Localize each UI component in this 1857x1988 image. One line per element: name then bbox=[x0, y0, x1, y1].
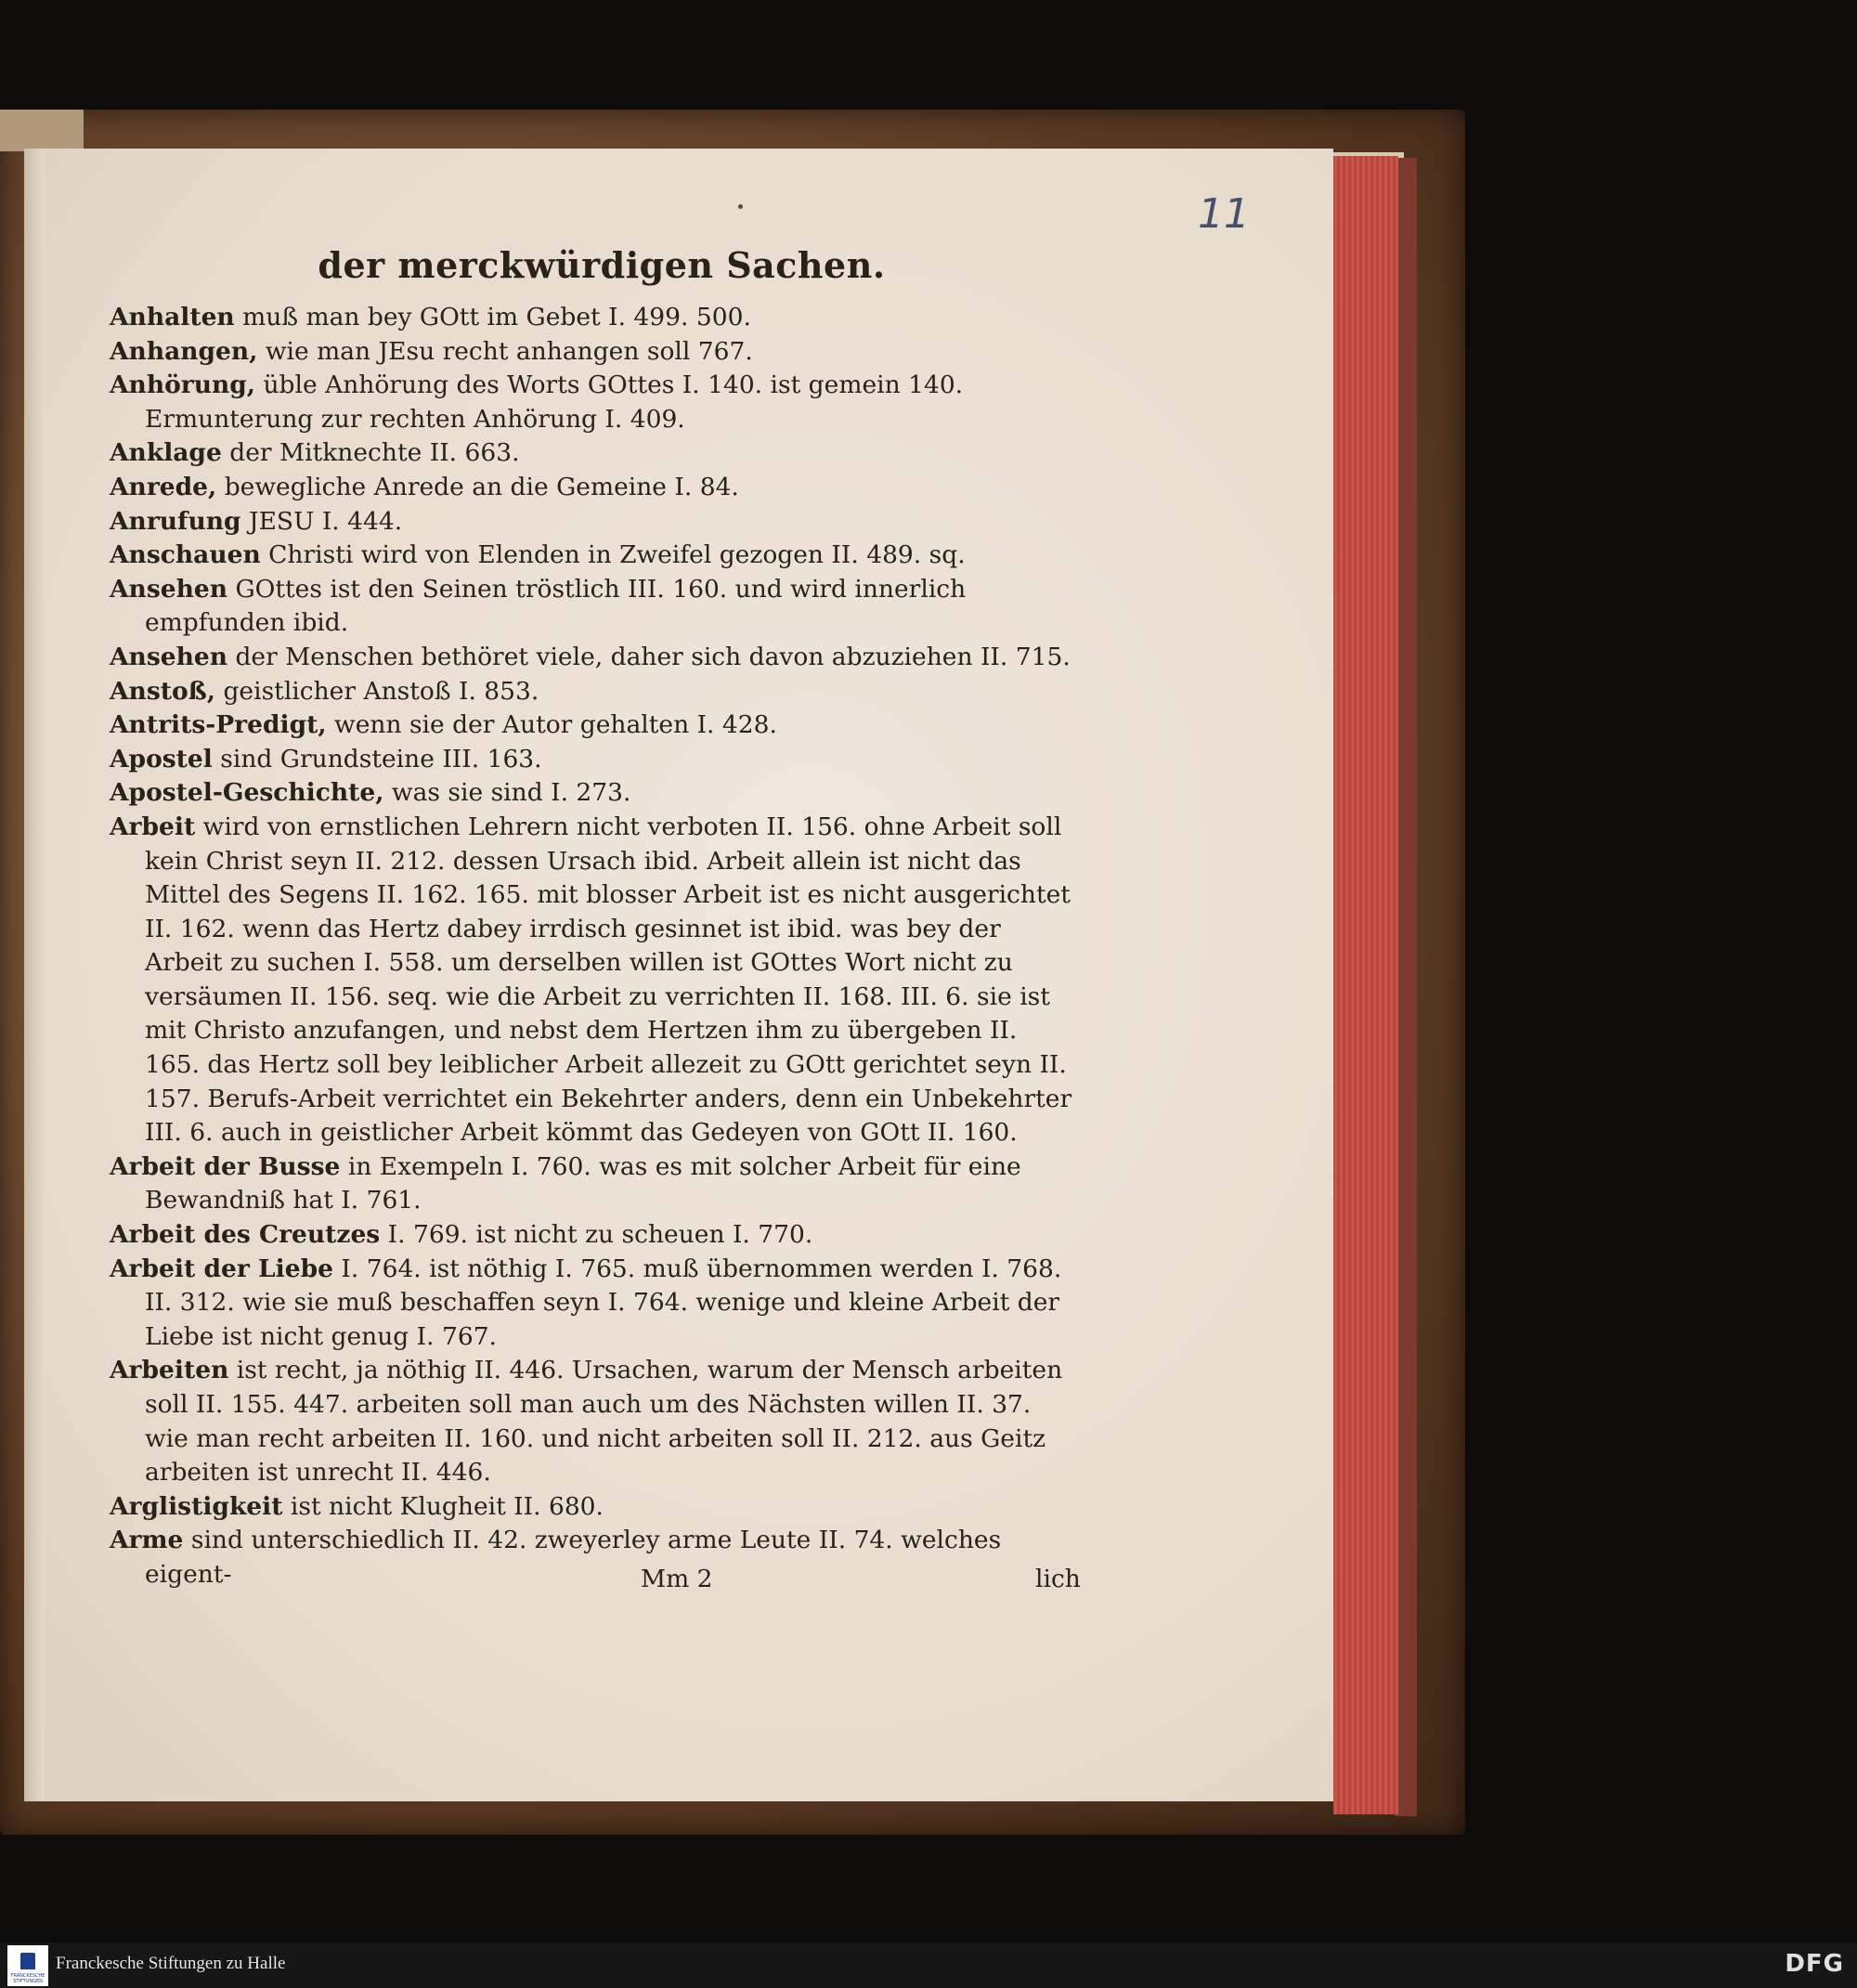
entry-text: der Mitknechte II. 663. bbox=[221, 438, 520, 468]
index-entry bbox=[110, 505, 1075, 539]
institution-name[interactable]: Franckesche Stiftungen zu Halle bbox=[56, 1954, 286, 1973]
entry-text: I. 769. ist nicht zu scheuen I. 770. bbox=[380, 1220, 813, 1250]
entry-head: Apostel bbox=[110, 744, 213, 773]
index-entry bbox=[110, 1253, 1075, 1355]
entry-text: wie man JEsu recht anhangen soll 767. bbox=[257, 336, 753, 366]
index-entry bbox=[110, 573, 1075, 641]
entry-head: Arme bbox=[110, 1526, 184, 1555]
entry-head: Anstoß, bbox=[110, 676, 216, 706]
entry-head: Arbeiten bbox=[110, 1356, 229, 1385]
logo-caption: FRANCKESCHE STIFTUNGEN bbox=[10, 1973, 45, 1984]
signature-mark: Mm 2 bbox=[641, 1565, 713, 1593]
index-entry bbox=[110, 1524, 1075, 1592]
entry-text: ist recht, ja nöthig II. 446. Ursachen, warum der Mensch arbeiten soll II. 155. 447. arbeiten soll man auch um des Nächsten willen II. 37. wie man recht arbeiten II. 160. und nicht arbeiten soll II. 212. aus Geitz arbeiten ist unrecht II. 446. bbox=[145, 1356, 1063, 1488]
building-icon bbox=[20, 1953, 35, 1969]
entry-head: Ansehen bbox=[110, 642, 228, 671]
entry-text: der Menschen bethöret viele, daher sich davon abzuziehen II. 715. bbox=[227, 642, 1071, 671]
entry-head: Anrede, bbox=[110, 472, 217, 501]
entry-head: Arbeit des Creutzes bbox=[110, 1220, 381, 1250]
entry-text: wenn sie der Autor gehalten I. 428. bbox=[326, 710, 777, 740]
index-entry bbox=[110, 708, 1075, 743]
index-entry bbox=[110, 335, 1075, 370]
entry-text: sind Grundsteine III. 163. bbox=[212, 744, 542, 773]
entry-head: Arbeit bbox=[110, 812, 196, 841]
entry-head: Ansehen bbox=[110, 574, 228, 604]
index-entry bbox=[110, 811, 1075, 1150]
entry-text: üble Anhörung des Worts GOttes I. 140. ist gemein 140. Ermunterung zur rechten Anhörung I. 409. bbox=[145, 370, 964, 434]
book-spine bbox=[0, 110, 84, 151]
entry-text: JESU I. 444. bbox=[240, 506, 403, 536]
entry-text: geistlicher Anstoß I. 853. bbox=[215, 676, 539, 706]
folio-number: 11 bbox=[1198, 190, 1250, 238]
index-entry bbox=[110, 1150, 1075, 1218]
index-entry bbox=[110, 539, 1075, 573]
entry-head: Anschauen bbox=[110, 540, 261, 570]
page-heading: der merckwürdigen Sachen. bbox=[318, 244, 886, 286]
index-entry bbox=[110, 641, 1075, 675]
page-text bbox=[110, 227, 1075, 1592]
entry-head: Anklage bbox=[110, 438, 222, 468]
red-page-edges bbox=[1333, 156, 1398, 1814]
index-entry bbox=[110, 301, 1075, 335]
entry-text: in Exempeln I. 760. was es mit solcher Arbeit für eine Bewandniß hat I. 761. bbox=[145, 1151, 1021, 1215]
entry-text: GOttes ist den Seinen tröstlich III. 160. und wird innerlich empfunden ibid. bbox=[145, 574, 967, 638]
entry-head: Arbeit der Liebe bbox=[110, 1254, 333, 1283]
entry-text: bewegliche Anrede an die Gemeine I. 84. bbox=[216, 472, 739, 501]
entry-head: Antrits-Predigt, bbox=[110, 710, 327, 740]
index-entry bbox=[110, 436, 1075, 471]
index-entry bbox=[110, 1490, 1075, 1525]
dfg-logo[interactable]: DFG bbox=[1785, 1950, 1844, 1978]
entry-text: Christi wird von Elenden in Zweifel gezogen II. 489. sq. bbox=[260, 540, 966, 570]
entry-text: sind unterschiedlich II. 42. zweyerley arme Leute II. 74. welches eigent- bbox=[145, 1526, 1002, 1589]
entry-text: ist nicht Klugheit II. 680. bbox=[282, 1491, 604, 1521]
entry-text: wird von ernstlichen Lehrern nicht verboten II. 156. ohne Arbeit soll kein Christ seyn II. 212. dessen Ursach ibid. Arbeit allein ist nicht das Mittel des Segens II. 162. 165. mit blosser Arbeit ist es nicht ausgerichtet II. 162. wenn das Hertz dabey irrdisch gesinnet ist ibid. was bey der Arbeit zu suchen I. 558. um derselben willen ist GOttes Wort nicht zu versäumen II. 156. seq. wie die Arbeit zu verrichten II. 168. III. 6. sie ist mit Christo anzufangen, und nebst dem Hertzen ihm zu übergeben II. 165. das Hertz soll bey leiblicher Arbeit allezeit zu GOtt gerichtet seyn II. 157. Berufs-Arbeit verrichtet ein Bekehrter anders, denn ein Unbekehrter III. 6. auch in geistlicher Arbeit kömmt das Gedeyen von GOtt II. 160. bbox=[145, 812, 1072, 1148]
index-entry bbox=[110, 675, 1075, 709]
entry-head: Anhangen, bbox=[110, 336, 258, 366]
index-entry bbox=[110, 1354, 1075, 1489]
index-entry bbox=[110, 1218, 1075, 1253]
entry-text: muß man bey GOtt im Gebet I. 499. 500. bbox=[234, 303, 751, 331]
entry-text: was sie sind I. 273. bbox=[383, 778, 631, 808]
ink-dot bbox=[738, 204, 743, 209]
entry-head: Anrufung bbox=[110, 506, 241, 536]
entry-head: Arbeit der Busse bbox=[110, 1151, 341, 1181]
page-gutter bbox=[24, 149, 45, 1801]
entry-head: Anhalten bbox=[110, 303, 235, 331]
catchword: lich bbox=[1035, 1565, 1081, 1593]
index-entry bbox=[110, 471, 1075, 505]
entry-head: Apostel-Geschichte, bbox=[110, 778, 384, 808]
institution-logo[interactable] bbox=[7, 1945, 48, 1986]
entry-head: Anhörung, bbox=[110, 370, 256, 400]
index-entry bbox=[110, 776, 1075, 811]
entry-head: Arglistigkeit bbox=[110, 1491, 283, 1521]
index-entry bbox=[110, 743, 1075, 777]
index-entry bbox=[110, 369, 1075, 436]
entry-text: I. 764. ist nöthig I. 765. muß übernommen werden I. 768. II. 312. wie sie muß beschaffen seyn I. 764. wenige und kleine Arbeit der Liebe ist nicht genug I. 767. bbox=[145, 1254, 1062, 1351]
